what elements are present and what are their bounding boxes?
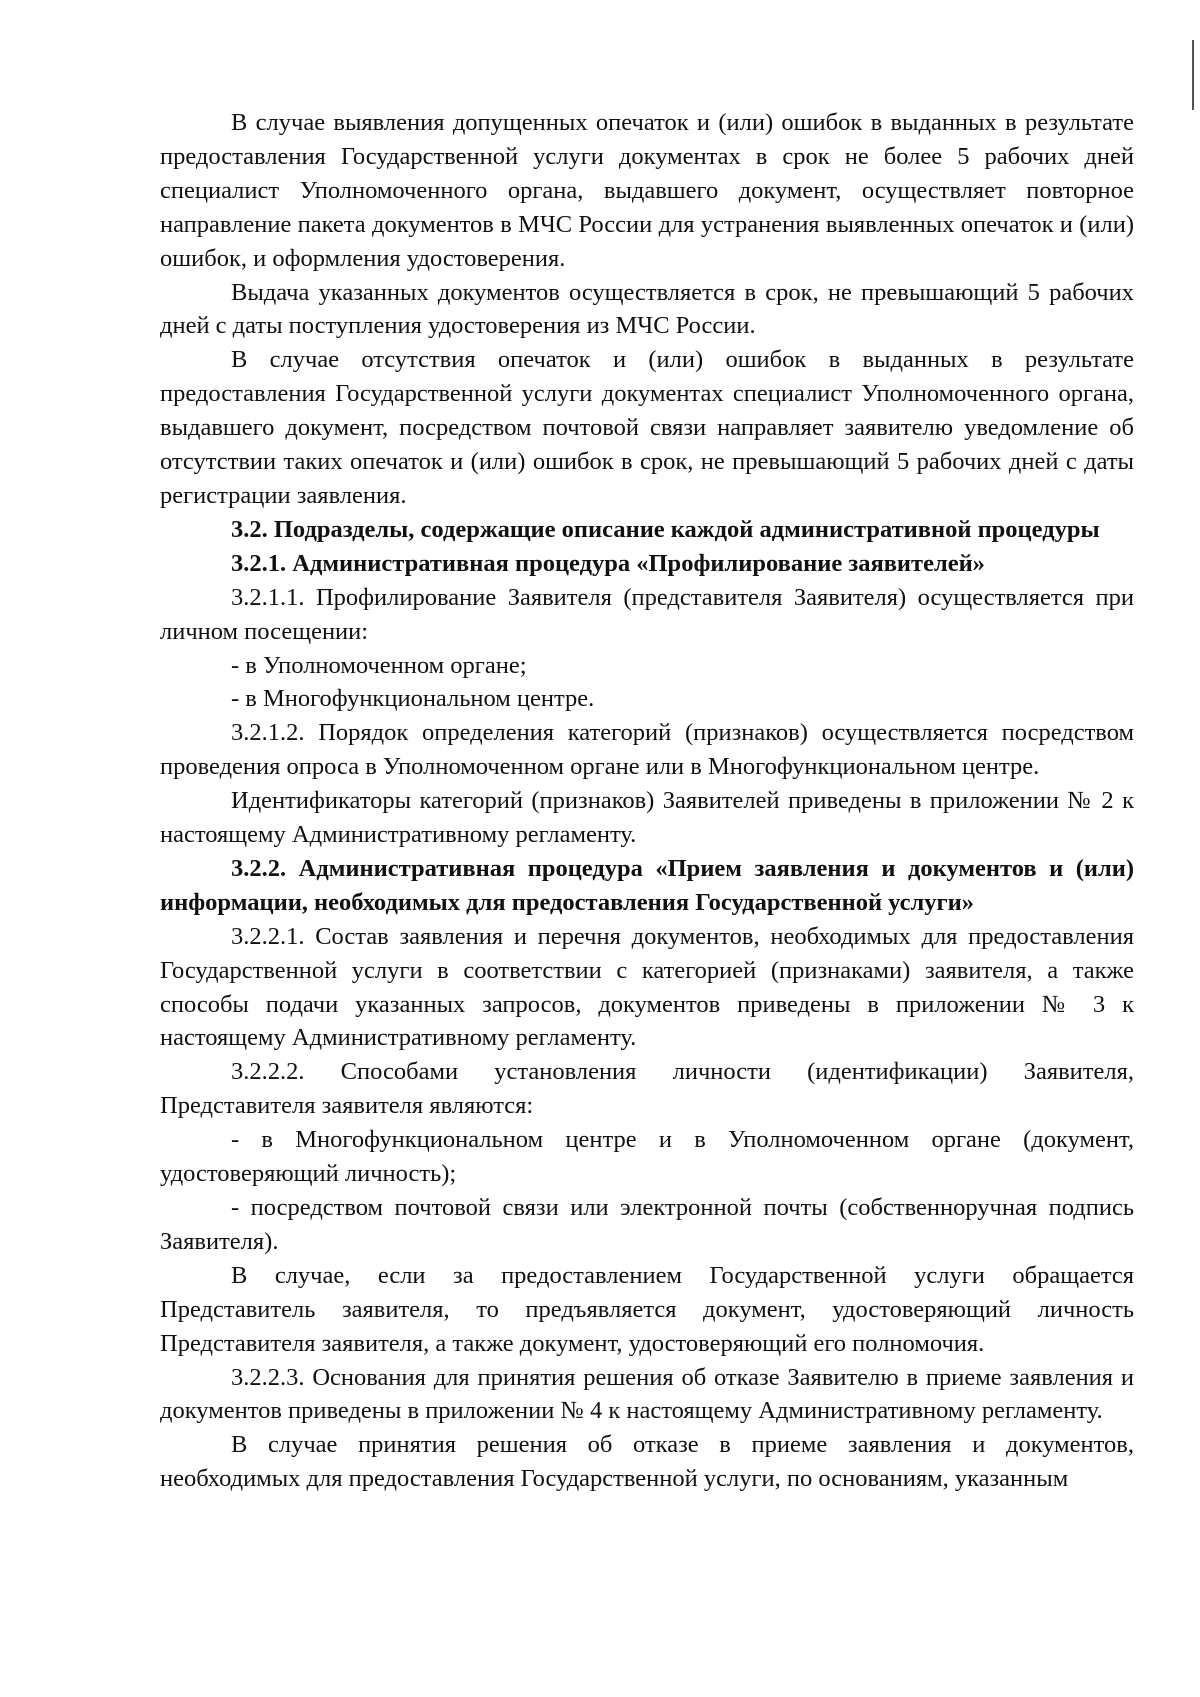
paragraph-3-2-2-2: 3.2.2.2. Способами установления личности (идентификации) Заявителя, Представителя заявителя являются: [160, 1058, 1134, 1120]
paragraph-3-2-2-3: 3.2.2.3. Основания для принятия решения об отказе Заявителю в приеме заявления и документов приведены в приложении № 4 к настоящему Административному регламенту. [160, 1363, 1134, 1425]
heading-3-2-2: 3.2.2. Административная процедура «Прием заявления и документов и (или) информации, необходимых для предоставления Государственной услуги» [160, 854, 1134, 916]
document-body [160, 106, 1134, 1496]
paragraph-3-2-1-1: 3.2.1.1. Профилирование Заявителя (представителя Заявителя) осуществляется при личном посещении: [160, 583, 1134, 645]
paragraph-representative: В случае, если за предоставлением Государственной услуги обращается Представитель заявителя, то предъявляется документ, удостоверяющий личность Представителя заявителя, а также документ, удостоверяющий его полномочия. [160, 1261, 1134, 1357]
paragraph-refusal: В случае принятия решения об отказе в приеме заявления и документов, необходимых для предоставления Государственной услуги, по основаниям, указанным [160, 1431, 1134, 1493]
paragraph-3-2-2-1: 3.2.2.1. Состав заявления и перечня документов, необходимых для предоставления Государственной услуги в соответствии с категорией (признаками) заявителя, а также способы подачи указанных запросов, документов приведены в приложении № 3 к настоящему Административному регламенту. [160, 922, 1134, 1052]
paragraph-identifiers: Идентификаторы категорий (признаков) Заявителей приведены в приложении № 2 к настоящему Административному регламенту. [160, 787, 1134, 849]
heading-3-2-1: 3.2.1. Административная процедура «Профилирование заявителей» [231, 549, 985, 577]
heading-3-2: 3.2. Подразделы, содержащие описание каждой административной процедуры [231, 515, 1100, 543]
paragraph-no-typos: В случае отсутствия опечаток и (или) ошибок в выданных в результате предоставления Государственной услуги документах специалист Уполномоченного органа, выдавшего документ, посредством почтовой связи направляет заявителю уведомление об отсутствии таких опечаток и (или) ошибок в срок, не превышающий 5 рабочих дней с даты регистрации заявления. [160, 346, 1134, 509]
list-item-authorized-body: - в Уполномоченном органе; [231, 651, 527, 679]
scan-edge-line [1192, 40, 1194, 110]
list-item-postal-identity: - посредством почтовой связи или электронной почты (собственноручная подпись Заявителя). [160, 1194, 1134, 1255]
list-item-mfc: - в Многофункциональном центре. [231, 685, 595, 713]
list-item-mfc-identity: - в Многофункциональном центре и в Уполномоченном органе (документ, удостоверяющий личность); [160, 1126, 1134, 1188]
paragraph-3-2-1-2: 3.2.1.2. Порядок определения категорий (признаков) осуществляется посредством проведения опроса в Уполномоченном органе или в Многофункциональном центре. [160, 719, 1134, 781]
paragraph-typo-correction: В случае выявления допущенных опечаток и (или) ошибок в выданных в результате предоставления Государственной услуги документах в срок не более 5 рабочих дней специалист Уполномоченного органа, выдавшего документ, осуществляет повторное направление пакета документов в МЧС России для устранения выявленных опечаток и (или) ошибок, и оформления удостоверения. [160, 109, 1134, 272]
paragraph-issue-deadline: Выдача указанных документов осуществляется в срок, не превышающий 5 рабочих дней с даты поступления удостоверения из МЧС России. [160, 278, 1134, 340]
